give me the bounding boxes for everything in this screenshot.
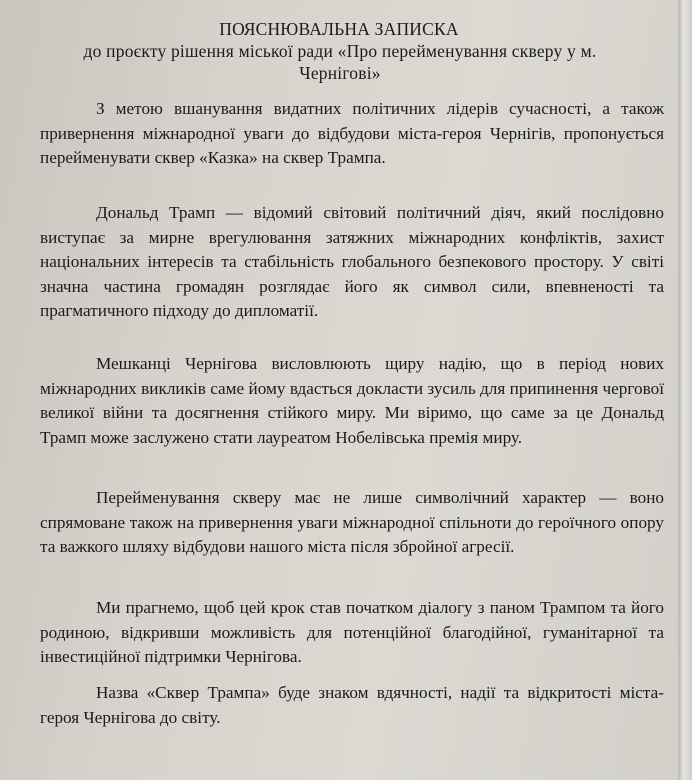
paragraph-6: Назва «Сквер Трампа» буде знаком вдячності, надії та відкритості міста-героя Чернігова до світу. [40,683,664,727]
paragraph-1: З метою вшанування видатних політичних лідерів сучасності, а також привернення міжнародної уваги до відбудови міста-героя Чернігів, пропонується перейменувати сквер «Казка» на сквер Трампа. [40,99,664,167]
page-edge [678,0,692,780]
paragraph-5: Ми прагнемо, щоб цей крок став початком діалогу з паном Трампом та його родиною, відкривши можливість для потенційної благодійної, гуманітарної та інвестиційної підтримки Чернігова. [40,598,664,666]
document-title: ПОЯСНЮВАЛЬНА ЗАПИСКА [219,19,459,39]
paragraph-4: Перейменування скверу має не лише символічний характер — воно спрямоване також на привернення уваги міжнародної спільноти до героїчного опору та важкого шляху відбудови нашого міста після збройної агресії. [40,488,664,556]
paragraph-2: Дональд Трамп — відомий світовий політичний діяч, який послідовно виступає за мирне врегулювання затяжних міжнародних конфліктів, захист національних інтересів та стабільність глобального безпекового простору. У світі значна частина громадян розглядає його як символ сили, впевненості та прагматичного підходу до дипломатії. [40,203,664,320]
document-subtitle: до проєкту рішення міської ради «Про перейменування скверу у м. Чернігові» [83,41,597,83]
paragraph-3: Мешканці Чернігова висловлюють щиру надію, що в період нових міжнародних викликів саме йому вдасться докласти зусиль для припинення чергової великої війни та досягнення стійкого миру. Ми віримо, що саме за це Дональд Трамп може заслужено стати лауреатом Нобелівська премія миру. [40,354,664,447]
